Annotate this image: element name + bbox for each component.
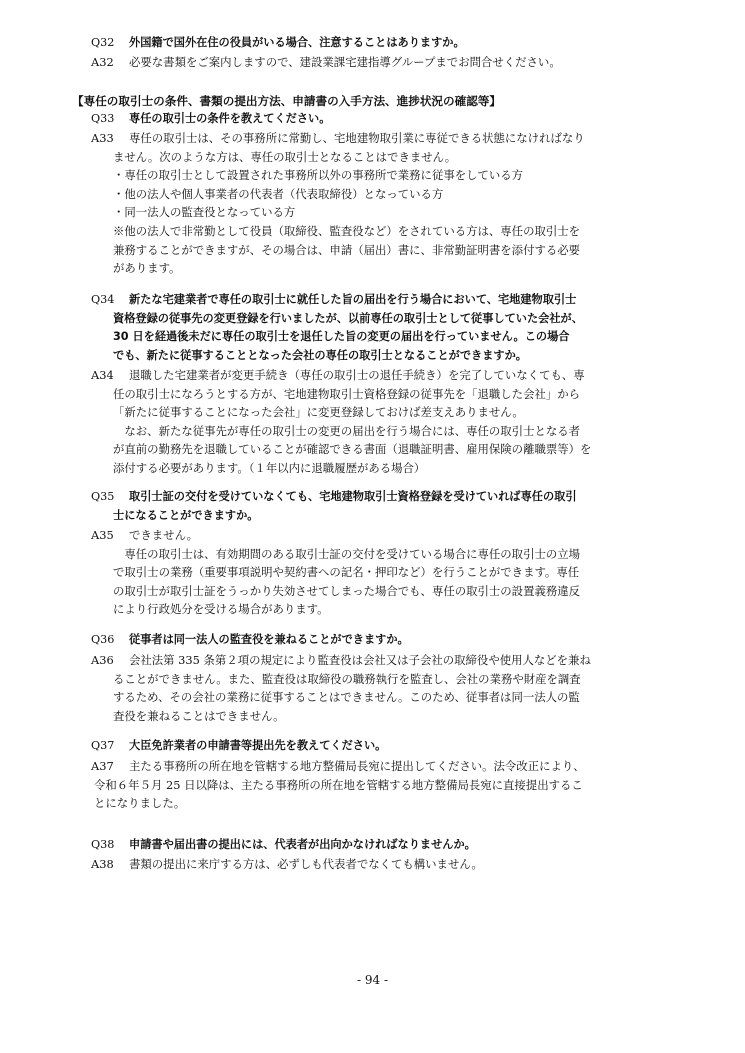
question-label: Q34 — [91, 293, 115, 306]
question-label: Q35 — [91, 490, 115, 503]
question-line: 士になることができますか。 — [113, 508, 259, 522]
answer-35 — [91, 526, 580, 619]
answer-text: 書類の提出に来庁する方は、必ずしも代表者でなくても構いません。 — [129, 857, 483, 871]
answer-line: できません。 — [129, 528, 199, 542]
answer-33 — [91, 129, 585, 278]
question-36 — [91, 631, 409, 650]
note-line: 兼務することができますが、その場合は、申請（届出）書に、非常勤証明書を添付する必要 — [113, 242, 581, 257]
answer-label: A35 — [91, 528, 114, 542]
question-32 — [91, 34, 465, 53]
question-text: 従事者は同一法人の監査役を兼ねることができますか。 — [129, 633, 409, 646]
answer-label: A38 — [91, 857, 114, 871]
answer-label: A37 — [91, 759, 114, 773]
section-heading: 【専任の取引士の条件、書類の提出方法、申請書の入手方法、進捗状況の確認等】 — [72, 94, 501, 108]
answer-line: 添付する必要があります。（１年以内に退職履歴がある場合） — [113, 460, 426, 475]
question-33 — [91, 110, 330, 129]
bullet-item: ・同一法人の監査役となっている方 — [113, 205, 296, 220]
question-text: 専任の取引士の条件を教えてください。 — [129, 112, 331, 125]
answer-line: ません。次のような方は、専任の取引士となることはできません。 — [113, 149, 457, 164]
question-line: 資格登録の従事先の変更登録を行いましたが、以前専任の取引士として従事していた会社が、 — [113, 311, 583, 325]
answer-line: するため、その会社の業務に従事することはできません。このため、従事者は同一法人の監 — [113, 690, 580, 705]
answer-label: A33 — [91, 131, 114, 145]
answer-line: とになりました。 — [94, 796, 186, 811]
question-37 — [91, 737, 386, 756]
note-line: ※他の法人で非常勤として役員（取締役、監査役など）をされている方は、専任の取引士を — [113, 223, 581, 238]
answer-line: 査役を兼ねることはできません。 — [113, 708, 285, 723]
answer-line: 会社法第 335 条第２項の規定により監査役は会社又は子会社の取締役や使用人などを兼ね — [129, 653, 591, 667]
question-label: Q38 — [91, 838, 115, 851]
page-number: - 94 - — [356, 973, 388, 987]
answer-line: ることができません。また、監査役は取締役の職務執行を監査し、会社の業務や財産を調査 — [113, 671, 581, 686]
answer-line: で取引士の業務（重要事項説明や契約書への記名・押印など）を行うことができます。専任 — [113, 565, 580, 580]
answer-line: 専任の取引士は、有効期間のある取引士証の交付を受けている場合に専任の取引士の立場 — [113, 546, 581, 561]
question-line: 取引士証の交付を受けていなくても、宅地建物取引士資格登録を受けていれば専任の取引 — [129, 490, 577, 503]
bullet-item: ・専任の取引士として設置された事務所以外の事務所で業務に従事をしている方 — [113, 168, 524, 183]
answer-label: A32 — [91, 55, 114, 69]
question-text: 外国籍で国外在住の役員がいる場合、注意することはありますか。 — [129, 36, 465, 49]
answer-38 — [91, 855, 483, 874]
question-line: でも、新たに従事することとなった会社の専任の取引士となることができますか。 — [113, 348, 527, 362]
question-label: Q37 — [91, 739, 115, 752]
question-label: Q36 — [91, 633, 115, 646]
answer-line: なお、新たな従事先が専任の取引士の変更の届出を行う場合には、専任の取引士となる者 — [113, 423, 581, 438]
question-35 — [91, 488, 577, 525]
question-label: Q32 — [91, 36, 115, 49]
question-line: 30 日を経過後未だに専任の取引士を退任した旨の変更の届出を行っていません。この場合 — [113, 330, 570, 344]
note-line: があります。 — [113, 261, 181, 276]
answer-label: A36 — [91, 653, 114, 667]
answer-line: 専任の取引士は、その事務所に常勤し、宅地建物取引業に専従できる状態になければなり — [129, 131, 585, 145]
answer-line: の取引士が取引士証をうっかり失効させてしまった場合でも、専任の取引士の設置義務違反 — [113, 583, 581, 598]
question-label: Q33 — [91, 112, 115, 125]
answer-line: 任の取引士になろうとする方が、宅地建物取引士資格登録の従事先を「退職した会社」から — [113, 386, 581, 401]
answer-line: が直前の勤務先を退職していることが確認できる書面（退職証明書、雇用保険の離職票等）を — [113, 442, 592, 457]
question-text: 申請書や届出書の提出には、代表者が出向かなければなりませんか。 — [129, 838, 476, 851]
answer-34 — [91, 366, 591, 478]
answer-line: 退職した宅建業者が変更手続き（専任の取引士の退任手続き）を完了していなくても、専 — [129, 368, 585, 382]
answer-36 — [91, 651, 591, 725]
question-text: 大臣免許業者の申請書等提出先を教えてください。 — [129, 739, 387, 752]
question-34 — [91, 291, 583, 365]
answer-line: 令和６年５月 25 日以降は、主たる事務所の所在地を管轄する地方整備局長宛に直接提出するこ — [94, 777, 583, 792]
question-line: 新たな宅建業者で専任の取引士に就任した旨の届出を行う場合において、宅地建物取引士 — [129, 293, 577, 306]
answer-line: 「新たに従事することになった会社」に変更登録しておけば差支えありません。 — [113, 405, 524, 420]
answer-text: 必要な書類をご案内しますので、建設業課宅建指導グループまでお問合せください。 — [129, 55, 561, 69]
answer-label: A34 — [91, 368, 114, 382]
answer-line: により行政処分を受ける場合があります。 — [113, 602, 329, 617]
bullet-item: ・他の法人や個人事業者の代表者（代表取締役）となっている方 — [113, 186, 444, 201]
answer-32 — [91, 53, 561, 72]
answer-37 — [91, 757, 585, 813]
answer-line: 主たる事務所の所在地を管轄する地方整備局長宛に提出してください。法令改正により、 — [129, 759, 585, 773]
question-38 — [91, 836, 476, 855]
